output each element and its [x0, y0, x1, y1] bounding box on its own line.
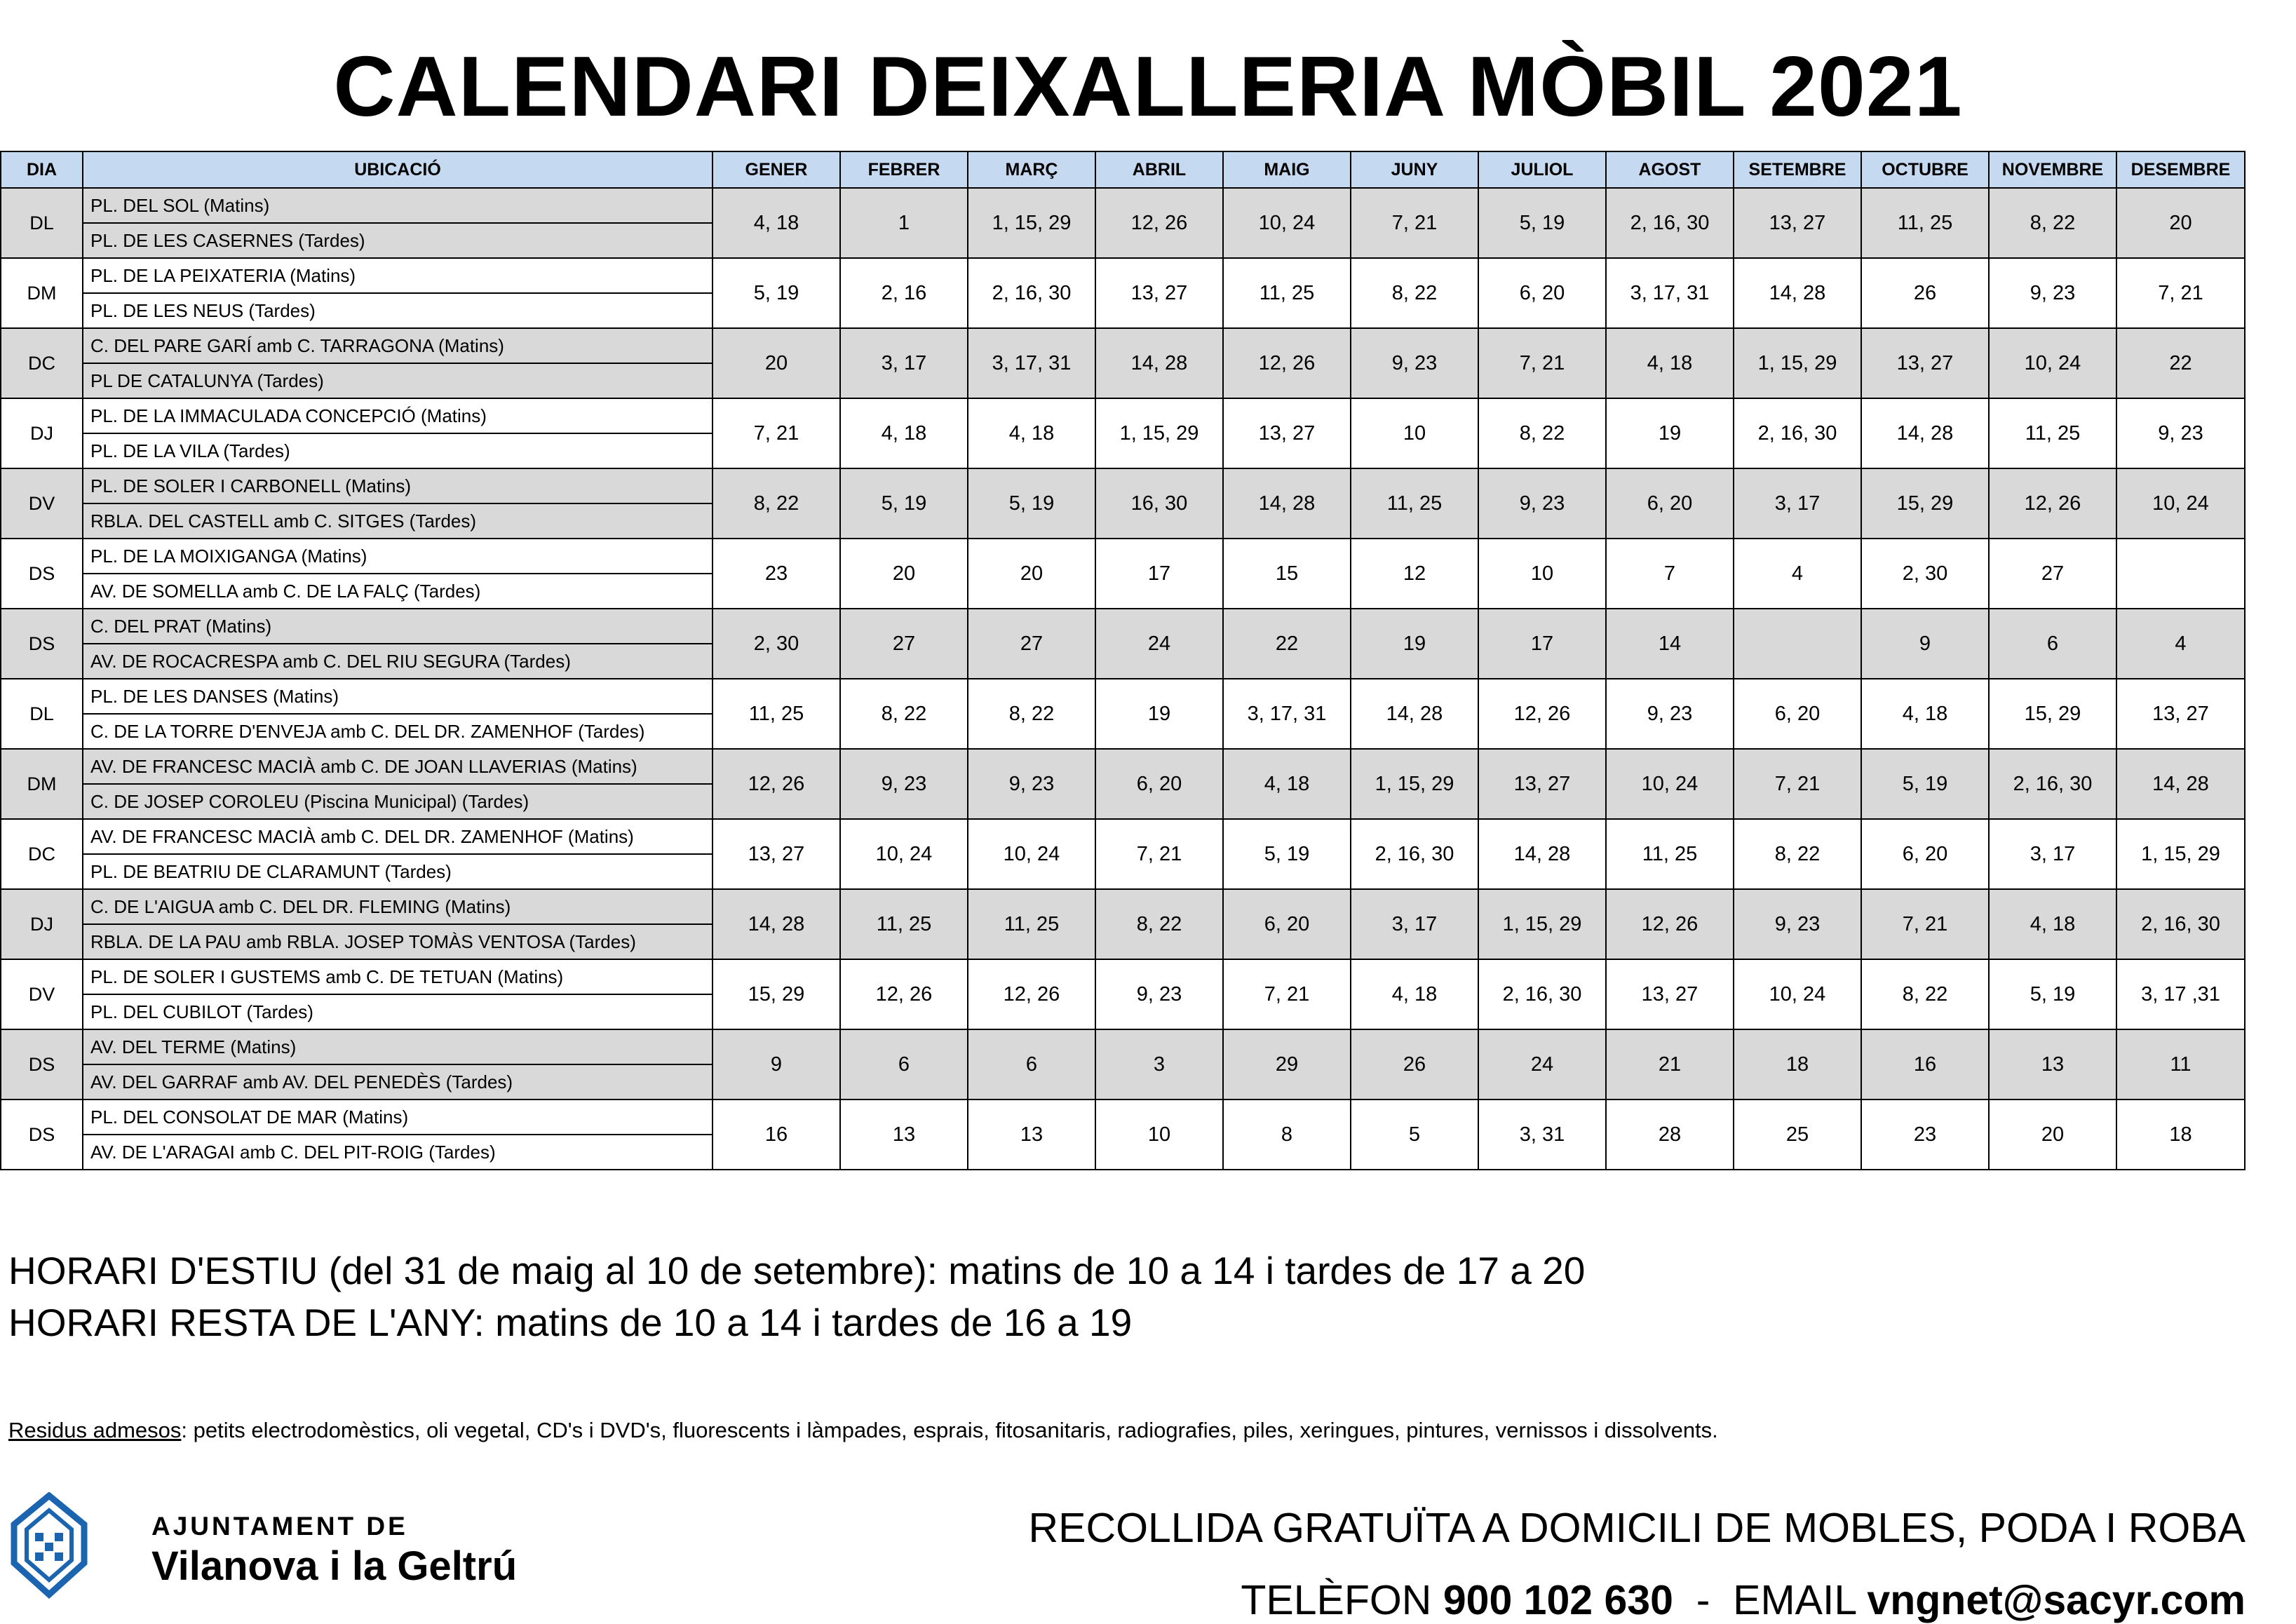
- date-cell: 6, 20: [1734, 679, 1861, 749]
- date-cell: 2, 16, 30: [1606, 188, 1734, 258]
- table-row: [1, 749, 2245, 784]
- afternoon-location: PL. DE LES CASERNES (Tardes): [83, 223, 713, 258]
- date-cell: 8, 22: [968, 679, 1095, 749]
- date-cell: 12, 26: [840, 959, 968, 1029]
- date-cell: 9, 23: [1478, 468, 1606, 539]
- morning-location: AV. DE FRANCESC MACIÀ amb C. DEL DR. ZAMENHOF (Matins): [83, 819, 713, 854]
- date-cell: 27: [1989, 539, 2116, 609]
- calendar-table: [0, 151, 2246, 1170]
- morning-location: C. DEL PRAT (Matins): [83, 609, 713, 644]
- date-cell: 2, 16, 30: [1989, 749, 2116, 819]
- date-cell: 3, 17, 31: [1606, 258, 1734, 328]
- date-cell: 3, 17, 31: [968, 328, 1095, 398]
- schedule-info: [8, 1245, 1585, 1348]
- date-cell: 8, 22: [1478, 398, 1606, 468]
- header-month: OCTUBRE: [1861, 151, 1989, 188]
- date-cell: 25: [1734, 1099, 1861, 1170]
- date-cell: 13, 27: [1734, 188, 1861, 258]
- date-cell: 4, 18: [1351, 959, 1478, 1029]
- table-row: [1, 1029, 2245, 1064]
- date-cell: 5, 19: [840, 468, 968, 539]
- date-cell: 3, 17: [840, 328, 968, 398]
- email-address: vngnet@sacyr.com: [1867, 1577, 2246, 1623]
- morning-location: PL. DEL CONSOLAT DE MAR (Matins): [83, 1099, 713, 1135]
- date-cell: 24: [1095, 609, 1223, 679]
- date-cell: 8, 22: [1351, 258, 1478, 328]
- date-cell: 7, 21: [1734, 749, 1861, 819]
- table-row: [1, 679, 2245, 714]
- header-row: [1, 151, 2245, 188]
- date-cell: 14, 28: [1351, 679, 1478, 749]
- table-row: [1, 609, 2245, 644]
- date-cell: 11, 25: [713, 679, 840, 749]
- council-name: Vilanova i la Geltrú: [151, 1543, 518, 1589]
- table-row: [1, 258, 2245, 293]
- free-collection-notice: RECOLLIDA GRATUÏTA A DOMICILI DE MOBLES, PODA I ROBA: [1028, 1505, 2246, 1551]
- date-cell: 12, 26: [1095, 188, 1223, 258]
- date-cell: 26: [1351, 1029, 1478, 1099]
- date-cell: 20: [840, 539, 968, 609]
- date-cell: 21: [1606, 1029, 1734, 1099]
- date-cell: 16, 30: [1095, 468, 1223, 539]
- date-cell: 10, 24: [840, 819, 968, 889]
- afternoon-location: AV. DEL GARRAF amb AV. DEL PENEDÈS (Tardes): [83, 1064, 713, 1099]
- date-cell: 11, 25: [840, 889, 968, 959]
- date-cell: 13: [968, 1099, 1095, 1170]
- date-cell: 4, 18: [1989, 889, 2116, 959]
- morning-location: PL. DE LA MOIXIGANGA (Matins): [83, 539, 713, 574]
- date-cell: 1, 15, 29: [2116, 819, 2245, 889]
- date-cell: 13, 27: [1606, 959, 1734, 1029]
- date-cell: 1: [840, 188, 968, 258]
- date-cell: 7, 21: [1095, 819, 1223, 889]
- day-cell: DJ: [1, 889, 83, 959]
- date-cell: 6: [840, 1029, 968, 1099]
- date-cell: 6: [1989, 609, 2116, 679]
- day-cell: DJ: [1, 398, 83, 468]
- date-cell: 7, 21: [2116, 258, 2245, 328]
- date-cell: 11, 25: [968, 889, 1095, 959]
- afternoon-location: RBLA. DEL CASTELL amb C. SITGES (Tardes): [83, 503, 713, 539]
- date-cell: 17: [1095, 539, 1223, 609]
- date-cell: 12, 26: [968, 959, 1095, 1029]
- date-cell: 1, 15, 29: [968, 188, 1095, 258]
- date-cell: 4, 18: [1606, 328, 1734, 398]
- date-cell: 5: [1351, 1099, 1478, 1170]
- rest-hours: HORARI RESTA DE L'ANY: matins de 10 a 14 i tardes de 16 a 19: [8, 1301, 1133, 1344]
- date-cell: 10, 24: [1734, 959, 1861, 1029]
- date-cell: 7, 21: [1223, 959, 1351, 1029]
- date-cell: 1, 15, 29: [1734, 328, 1861, 398]
- date-cell: [1734, 609, 1861, 679]
- date-cell: 11, 25: [1989, 398, 2116, 468]
- date-cell: 18: [2116, 1099, 2245, 1170]
- council-logo-icon: [10, 1492, 88, 1599]
- date-cell: 6, 20: [1478, 258, 1606, 328]
- date-cell: 5, 19: [1861, 749, 1989, 819]
- header-month: NOVEMBRE: [1989, 151, 2116, 188]
- date-cell: 29: [1223, 1029, 1351, 1099]
- date-cell: 2, 16, 30: [1478, 959, 1606, 1029]
- date-cell: 2, 16, 30: [968, 258, 1095, 328]
- date-cell: 26: [1861, 258, 1989, 328]
- date-cell: 19: [1351, 609, 1478, 679]
- morning-location: C. DE L'AIGUA amb C. DEL DR. FLEMING (Matins): [83, 889, 713, 924]
- date-cell: 5, 19: [1478, 188, 1606, 258]
- date-cell: 11, 25: [1861, 188, 1989, 258]
- date-cell: 4: [2116, 609, 2245, 679]
- date-cell: 9, 23: [1606, 679, 1734, 749]
- accepted-waste: [8, 1418, 1718, 1443]
- date-cell: 12, 26: [1606, 889, 1734, 959]
- date-cell: 4, 18: [713, 188, 840, 258]
- day-cell: DV: [1, 959, 83, 1029]
- morning-location: AV. DE FRANCESC MACIÀ amb C. DE JOAN LLAVERIAS (Matins): [83, 749, 713, 784]
- afternoon-location: C. DE JOSEP COROLEU (Piscina Municipal) (Tardes): [83, 784, 713, 819]
- date-cell: 13: [1989, 1029, 2116, 1099]
- date-cell: 1, 15, 29: [1351, 749, 1478, 819]
- header-ubicacio: UBICACIÓ: [83, 151, 713, 188]
- header-month: GENER: [713, 151, 840, 188]
- date-cell: 9, 23: [1095, 959, 1223, 1029]
- afternoon-location: RBLA. DE LA PAU amb RBLA. JOSEP TOMÀS VENTOSA (Tardes): [83, 924, 713, 959]
- date-cell: 3, 17: [1734, 468, 1861, 539]
- date-cell: 10: [1351, 398, 1478, 468]
- table-row: [1, 819, 2245, 854]
- date-cell: 1, 15, 29: [1478, 889, 1606, 959]
- date-cell: 4, 18: [840, 398, 968, 468]
- date-cell: 20: [968, 539, 1095, 609]
- date-cell: 1, 15, 29: [1095, 398, 1223, 468]
- date-cell: 2, 16, 30: [2116, 889, 2245, 959]
- date-cell: 6, 20: [1095, 749, 1223, 819]
- date-cell: 14, 28: [1861, 398, 1989, 468]
- afternoon-location: PL. DE BEATRIU DE CLARAMUNT (Tardes): [83, 854, 713, 889]
- day-cell: DC: [1, 328, 83, 398]
- date-cell: 10, 24: [2116, 468, 2245, 539]
- date-cell: 12: [1351, 539, 1478, 609]
- date-cell: 10, 24: [1606, 749, 1734, 819]
- date-cell: 22: [2116, 328, 2245, 398]
- date-cell: 6, 20: [1223, 889, 1351, 959]
- date-cell: 12, 26: [1223, 328, 1351, 398]
- date-cell: 9, 23: [968, 749, 1095, 819]
- date-cell: 2, 16: [840, 258, 968, 328]
- date-cell: 3: [1095, 1029, 1223, 1099]
- date-cell: 6, 20: [1606, 468, 1734, 539]
- date-cell: 2, 16, 30: [1734, 398, 1861, 468]
- morning-location: PL. DE LA IMMACULADA CONCEPCIÓ (Matins): [83, 398, 713, 433]
- header-month: JUNY: [1351, 151, 1478, 188]
- date-cell: 12, 26: [1478, 679, 1606, 749]
- date-cell: 20: [1989, 1099, 2116, 1170]
- calendar-body: [1, 188, 2245, 1170]
- date-cell: 20: [713, 328, 840, 398]
- date-cell: 16: [713, 1099, 840, 1170]
- day-cell: DM: [1, 749, 83, 819]
- date-cell: 9: [1861, 609, 1989, 679]
- date-cell: 15, 29: [713, 959, 840, 1029]
- day-cell: DS: [1, 609, 83, 679]
- contact-line: [1241, 1576, 2246, 1624]
- table-row: [1, 188, 2245, 223]
- date-cell: 10, 24: [968, 819, 1095, 889]
- table-row: [1, 328, 2245, 363]
- date-cell: 22: [1223, 609, 1351, 679]
- date-cell: 14, 28: [1478, 819, 1606, 889]
- date-cell: 10, 24: [1223, 188, 1351, 258]
- header-dia: DIA: [1, 151, 83, 188]
- date-cell: 9, 23: [1351, 328, 1478, 398]
- date-cell: 2, 30: [1861, 539, 1989, 609]
- header-month: MAIG: [1223, 151, 1351, 188]
- date-cell: 12, 26: [713, 749, 840, 819]
- afternoon-location: C. DE LA TORRE D'ENVEJA amb C. DEL DR. ZAMENHOF (Tardes): [83, 714, 713, 749]
- date-cell: 8, 22: [1861, 959, 1989, 1029]
- morning-location: PL. DE SOLER I GUSTEMS amb C. DE TETUAN (Matins): [83, 959, 713, 994]
- date-cell: 10: [1478, 539, 1606, 609]
- date-cell: 8: [1223, 1099, 1351, 1170]
- contact-separator: -: [1673, 1577, 1734, 1623]
- date-cell: 7, 21: [713, 398, 840, 468]
- date-cell: 8, 22: [840, 679, 968, 749]
- date-cell: 3, 17: [1351, 889, 1478, 959]
- phone-label: TELÈFON: [1241, 1577, 1443, 1623]
- date-cell: 13, 27: [1095, 258, 1223, 328]
- date-cell: 14, 28: [1734, 258, 1861, 328]
- date-cell: 13, 27: [1861, 328, 1989, 398]
- date-cell: 23: [1861, 1099, 1989, 1170]
- accepted-waste-list: : petits electrodomèstics, oli vegetal, CD's i DVD's, fluorescents i làmpades, esprais, fitosanitaris, radiografies, piles, xeringues, pintures, vernissos i dissolvents.: [181, 1418, 1718, 1442]
- date-cell: 13, 27: [713, 819, 840, 889]
- header-month: DESEMBRE: [2116, 151, 2245, 188]
- afternoon-location: AV. DE SOMELLA amb C. DE LA FALÇ (Tardes): [83, 574, 713, 609]
- date-cell: 12, 26: [1989, 468, 2116, 539]
- afternoon-location: PL. DEL CUBILOT (Tardes): [83, 994, 713, 1029]
- day-cell: DL: [1, 679, 83, 749]
- date-cell: 8, 22: [1095, 889, 1223, 959]
- council-label: AJUNTAMENT DE: [151, 1512, 408, 1541]
- afternoon-location: AV. DE L'ARAGAI amb C. DEL PIT-ROIG (Tardes): [83, 1135, 713, 1170]
- date-cell: 3, 17 ,31: [2116, 959, 2245, 1029]
- date-cell: 13: [840, 1099, 968, 1170]
- date-cell: 24: [1478, 1029, 1606, 1099]
- date-cell: [2116, 539, 2245, 609]
- day-cell: DC: [1, 819, 83, 889]
- afternoon-location: AV. DE ROCACRESPA amb C. DEL RIU SEGURA (Tardes): [83, 644, 713, 679]
- afternoon-location: PL. DE LA VILA (Tardes): [83, 433, 713, 468]
- date-cell: 14, 28: [1223, 468, 1351, 539]
- date-cell: 27: [968, 609, 1095, 679]
- date-cell: 15: [1223, 539, 1351, 609]
- morning-location: C. DEL PARE GARÍ amb C. TARRAGONA (Matins): [83, 328, 713, 363]
- header-month: FEBRER: [840, 151, 968, 188]
- date-cell: 20: [2116, 188, 2245, 258]
- date-cell: 10: [1095, 1099, 1223, 1170]
- date-cell: 16: [1861, 1029, 1989, 1099]
- date-cell: 14, 28: [2116, 749, 2245, 819]
- day-cell: DS: [1, 1099, 83, 1170]
- date-cell: 4, 18: [1223, 749, 1351, 819]
- date-cell: 5, 19: [968, 468, 1095, 539]
- date-cell: 5, 19: [713, 258, 840, 328]
- date-cell: 7, 21: [1861, 889, 1989, 959]
- date-cell: 9, 23: [2116, 398, 2245, 468]
- table-row: [1, 468, 2245, 503]
- day-cell: DS: [1, 539, 83, 609]
- date-cell: 8, 22: [1734, 819, 1861, 889]
- date-cell: 11: [2116, 1029, 2245, 1099]
- morning-location: PL. DE LA PEIXATERIA (Matins): [83, 258, 713, 293]
- header-month: ABRIL: [1095, 151, 1223, 188]
- day-cell: DL: [1, 188, 83, 258]
- date-cell: 13, 27: [2116, 679, 2245, 749]
- date-cell: 6, 20: [1861, 819, 1989, 889]
- table-row: [1, 959, 2245, 994]
- day-cell: DS: [1, 1029, 83, 1099]
- header-month: MARÇ: [968, 151, 1095, 188]
- header-month: SETEMBRE: [1734, 151, 1861, 188]
- day-cell: DM: [1, 258, 83, 328]
- email-label: EMAIL: [1733, 1577, 1868, 1623]
- date-cell: 11, 25: [1606, 819, 1734, 889]
- date-cell: 10, 24: [1989, 328, 2116, 398]
- date-cell: 18: [1734, 1029, 1861, 1099]
- date-cell: 2, 30: [713, 609, 840, 679]
- date-cell: 13, 27: [1223, 398, 1351, 468]
- date-cell: 19: [1095, 679, 1223, 749]
- date-cell: 14, 28: [1095, 328, 1223, 398]
- afternoon-location: PL DE CATALUNYA (Tardes): [83, 363, 713, 398]
- table-row: [1, 398, 2245, 433]
- date-cell: 14, 28: [713, 889, 840, 959]
- date-cell: 7, 21: [1351, 188, 1478, 258]
- date-cell: 17: [1478, 609, 1606, 679]
- day-cell: DV: [1, 468, 83, 539]
- afternoon-location: PL. DE LES NEUS (Tardes): [83, 293, 713, 328]
- date-cell: 23: [713, 539, 840, 609]
- date-cell: 3, 17: [1989, 819, 2116, 889]
- table-row: [1, 889, 2245, 924]
- date-cell: 4: [1734, 539, 1861, 609]
- date-cell: 11, 25: [1223, 258, 1351, 328]
- date-cell: 14: [1606, 609, 1734, 679]
- date-cell: 3, 17, 31: [1223, 679, 1351, 749]
- accepted-waste-label: Residus admesos: [8, 1418, 182, 1442]
- date-cell: 13, 27: [1478, 749, 1606, 819]
- date-cell: 6: [968, 1029, 1095, 1099]
- morning-location: PL. DEL SOL (Matins): [83, 188, 713, 223]
- summer-hours: HORARI D'ESTIU (del 31 de maig al 10 de setembre): matins de 10 a 14 i tardes de 17 a 20: [8, 1249, 1586, 1292]
- date-cell: 5, 19: [1989, 959, 2116, 1029]
- date-cell: 15, 29: [1989, 679, 2116, 749]
- date-cell: 15, 29: [1861, 468, 1989, 539]
- date-cell: 9, 23: [1989, 258, 2116, 328]
- morning-location: PL. DE LES DANSES (Matins): [83, 679, 713, 714]
- date-cell: 19: [1606, 398, 1734, 468]
- date-cell: 5, 19: [1223, 819, 1351, 889]
- date-cell: 8, 22: [1989, 188, 2116, 258]
- phone-number: 900 102 630: [1443, 1577, 1673, 1623]
- date-cell: 27: [840, 609, 968, 679]
- date-cell: 3, 31: [1478, 1099, 1606, 1170]
- date-cell: 7, 21: [1478, 328, 1606, 398]
- date-cell: 4, 18: [968, 398, 1095, 468]
- morning-location: PL. DE SOLER I CARBONELL (Matins): [83, 468, 713, 503]
- date-cell: 11, 25: [1351, 468, 1478, 539]
- header-month: AGOST: [1606, 151, 1734, 188]
- page-title: CALENDARI DEIXALLERIA MÒBIL 2021: [333, 39, 1963, 134]
- date-cell: 7: [1606, 539, 1734, 609]
- table-row: [1, 539, 2245, 574]
- table-row: [1, 1099, 2245, 1135]
- date-cell: 28: [1606, 1099, 1734, 1170]
- date-cell: 2, 16, 30: [1351, 819, 1478, 889]
- date-cell: 8, 22: [713, 468, 840, 539]
- date-cell: 9: [713, 1029, 840, 1099]
- date-cell: 9, 23: [1734, 889, 1861, 959]
- morning-location: AV. DEL TERME (Matins): [83, 1029, 713, 1064]
- date-cell: 9, 23: [840, 749, 968, 819]
- header-month: JULIOL: [1478, 151, 1606, 188]
- date-cell: 4, 18: [1861, 679, 1989, 749]
